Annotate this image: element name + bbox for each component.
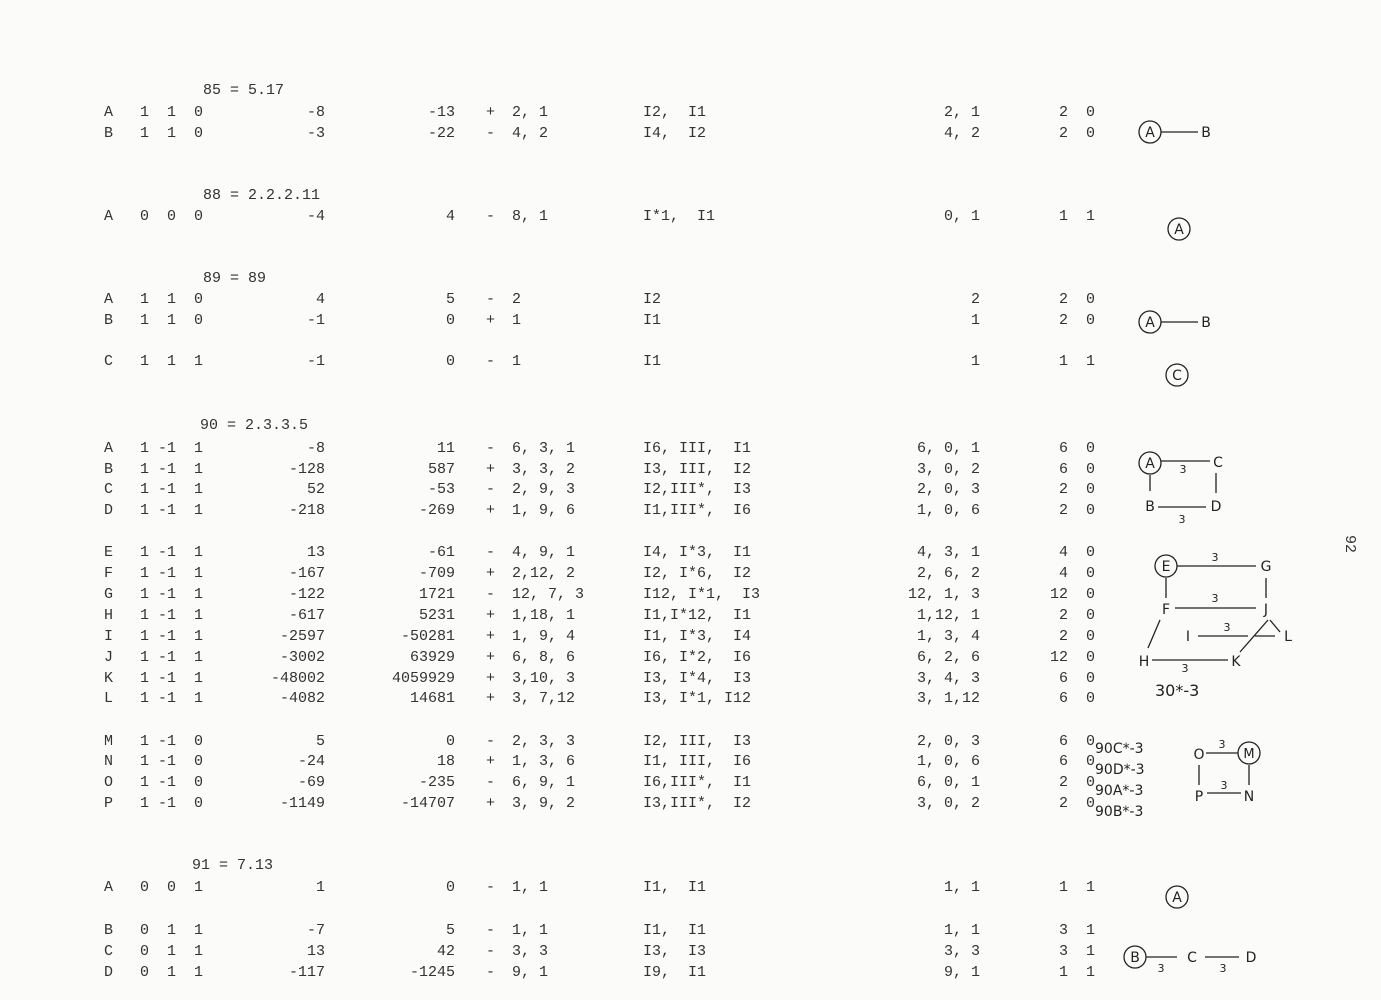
row-numerator: 0 (445, 879, 455, 896)
row-coefficients: 6, 0, 1 (916, 440, 980, 457)
node-label: A (1174, 222, 1184, 238)
row-degree: 1 1 (1058, 208, 1095, 225)
row-label: A (104, 879, 114, 896)
row-operator: - (486, 774, 496, 791)
row-value: -218 (288, 502, 325, 519)
row-coefficients: 3, 3 (943, 943, 980, 960)
row-signs: 1 -1 1 (140, 670, 204, 687)
row-numerator: -1245 (409, 964, 455, 981)
row-label: N (104, 753, 114, 770)
row-coefficients: 4, 2 (943, 125, 980, 142)
row-value: 5 (315, 733, 325, 750)
note-90-m: 90C*-3 (1095, 741, 1144, 757)
node-label: E (1161, 559, 1171, 575)
row-coefficients: 0, 1 (943, 208, 980, 225)
node-label: G (1260, 559, 1272, 575)
row-params: 1, 9, 6 (512, 502, 576, 519)
row-label: B (104, 922, 114, 939)
row-value: -117 (288, 964, 325, 981)
row-value: -2597 (279, 628, 325, 645)
row-index: I1,I*12, I1 (643, 607, 752, 624)
row-label: B (104, 461, 114, 478)
row-operator: + (486, 628, 496, 645)
row-value: 13 (306, 943, 325, 960)
row-operator: - (486, 125, 496, 142)
row-degree: 4 0 (1058, 565, 1095, 582)
node-label: P (1194, 789, 1204, 805)
row-numerator: 63929 (409, 649, 455, 666)
row-params: 12, 7, 3 (512, 586, 585, 603)
node-label: C (1187, 950, 1197, 966)
row-params: 4, 9, 1 (512, 544, 576, 561)
node-label: M (1243, 747, 1255, 762)
row-params: 2 (512, 291, 522, 308)
row-value: -69 (297, 774, 325, 791)
node-label: N (1243, 789, 1255, 805)
row-index: I1, III, I6 (643, 753, 752, 770)
row-degree: 3 1 (1058, 943, 1095, 960)
row-signs: 0 1 1 (140, 922, 204, 939)
row-value: 13 (306, 544, 325, 561)
row-signs: 1 1 0 (140, 312, 204, 329)
row-params: 3, 3 (512, 943, 549, 960)
row-value: -7 (306, 922, 325, 939)
row-operator: - (486, 208, 496, 225)
row-value: -24 (297, 753, 325, 770)
row-coefficients: 1 (970, 312, 980, 329)
row-index: I1, I*3, I4 (643, 628, 752, 645)
row-coefficients: 2, 0, 3 (916, 733, 980, 750)
edge-label: 3 (1219, 962, 1227, 975)
row-operator: + (486, 753, 496, 770)
node-label: B (1201, 315, 1211, 331)
row-degree: 2 0 (1058, 481, 1095, 498)
row-coefficients: 1, 3, 4 (916, 628, 980, 645)
row-coefficients: 1 (970, 353, 980, 370)
node-label: B (1145, 499, 1155, 515)
row-coefficients: 6, 2, 6 (916, 649, 980, 666)
row-value: -617 (288, 607, 325, 624)
row-label: A (104, 291, 114, 308)
row-label: G (104, 586, 114, 603)
row-coefficients: 3, 0, 2 (916, 461, 980, 478)
row-degree: 1 1 (1058, 879, 1095, 896)
node-label: H (1138, 654, 1150, 670)
row-operator: + (486, 502, 496, 519)
row-degree: 4 0 (1058, 544, 1095, 561)
node-label: I (1185, 629, 1191, 645)
row-degree: 12 0 (1049, 586, 1095, 603)
row-value: -167 (288, 565, 325, 582)
row-degree: 2 0 (1058, 312, 1095, 329)
row-signs: 1 1 0 (140, 104, 204, 121)
row-operator: - (486, 964, 496, 981)
graph-caption-30: 30*-3 (1155, 681, 1200, 700)
row-degree: 6 0 (1058, 440, 1095, 457)
row-degree: 6 0 (1058, 690, 1095, 707)
row-coefficients: 12, 1, 3 (907, 586, 980, 603)
row-signs: 1 -1 1 (140, 502, 204, 519)
row-params: 4, 2 (512, 125, 549, 142)
row-numerator: -61 (427, 544, 455, 561)
note-90-n: 90D*-3 (1095, 762, 1145, 778)
row-index: I3, I3 (643, 943, 707, 960)
node-label: B (1201, 125, 1211, 141)
row-label: C (104, 353, 114, 370)
row-numerator: 5 (445, 291, 455, 308)
row-params: 1 (512, 312, 522, 329)
page-number: 92 (1341, 534, 1359, 554)
row-label: E (104, 544, 114, 561)
row-signs: 1 1 1 (140, 353, 204, 370)
row-operator: - (486, 943, 496, 960)
node-label: A (1145, 125, 1155, 141)
row-numerator: -22 (427, 125, 455, 142)
row-coefficients: 3, 0, 2 (916, 795, 980, 812)
row-index: I3, I*1, I12 (643, 690, 752, 707)
node-label: K (1231, 654, 1241, 670)
row-index: I9, I1 (643, 964, 707, 981)
row-index: I1 (643, 353, 662, 370)
row-coefficients: 1, 0, 6 (916, 753, 980, 770)
row-numerator: -13 (427, 104, 455, 121)
row-params: 6, 3, 1 (512, 440, 576, 457)
row-coefficients: 3, 4, 3 (916, 670, 980, 687)
row-operator: - (486, 353, 496, 370)
row-operator: + (486, 649, 496, 666)
edge (1270, 620, 1280, 632)
row-degree: 6 0 (1058, 733, 1095, 750)
node-label: A (1172, 890, 1182, 906)
node-label: J (1263, 602, 1269, 618)
row-coefficients: 1, 1 (943, 879, 980, 896)
row-numerator: -709 (418, 565, 455, 582)
row-params: 2, 3, 3 (512, 733, 576, 750)
row-params: 1, 9, 4 (512, 628, 576, 645)
row-label: A (104, 440, 114, 457)
row-degree: 6 0 (1058, 753, 1095, 770)
graph-90-abcd (1130, 445, 1230, 530)
row-params: 1, 1 (512, 922, 549, 939)
row-signs: 1 -1 0 (140, 774, 204, 791)
graph-88 (1160, 212, 1200, 248)
edge-label: 3 (1179, 463, 1187, 476)
row-params: 9, 1 (512, 964, 549, 981)
graph-85 (1130, 112, 1220, 152)
row-degree: 6 0 (1058, 670, 1095, 687)
row-signs: 1 -1 1 (140, 607, 204, 624)
row-degree: 2 0 (1058, 774, 1095, 791)
row-degree: 2 0 (1058, 607, 1095, 624)
row-operator: + (486, 312, 496, 329)
row-signs: 1 -1 1 (140, 440, 204, 457)
row-label: L (104, 690, 114, 707)
node-label: C (1213, 455, 1223, 471)
row-params: 1, 1 (512, 879, 549, 896)
row-params: 3, 3, 2 (512, 461, 576, 478)
row-value: -122 (288, 586, 325, 603)
row-coefficients: 1, 1 (943, 922, 980, 939)
row-label: C (104, 943, 114, 960)
row-signs: 1 1 0 (140, 125, 204, 142)
graph-89-ab (1130, 302, 1220, 342)
row-operator: + (486, 670, 496, 687)
row-index: I12, I*1, I3 (643, 586, 761, 603)
row-value: -3 (306, 125, 325, 142)
row-label: A (104, 104, 114, 121)
row-operator: - (486, 922, 496, 939)
row-signs: 1 -1 1 (140, 649, 204, 666)
row-label: D (104, 964, 114, 981)
row-signs: 0 0 0 (140, 208, 204, 225)
row-index: I4, I2 (643, 125, 707, 142)
node-label: A (1145, 315, 1155, 331)
row-params: 3, 7,12 (512, 690, 576, 707)
row-coefficients: 2 (970, 291, 980, 308)
row-index: I3,III*, I2 (643, 795, 752, 812)
row-degree: 1 1 (1058, 353, 1095, 370)
row-operator: + (486, 690, 496, 707)
row-numerator: 0 (445, 353, 455, 370)
node-label: B (1130, 950, 1140, 966)
row-numerator: 0 (445, 733, 455, 750)
node-label: D (1245, 950, 1257, 966)
row-numerator: 18 (436, 753, 455, 770)
edge-label: 3 (1178, 513, 1186, 526)
graph-91-a (1158, 880, 1198, 916)
row-value: 52 (306, 481, 325, 498)
edge-label: 3 (1218, 738, 1226, 751)
row-numerator: -269 (418, 502, 455, 519)
row-label: O (104, 774, 114, 791)
graph-90-efgh (1130, 548, 1300, 673)
row-operator: - (486, 733, 496, 750)
block-header: 89 = 89 (203, 270, 267, 287)
row-numerator: 4059929 (391, 670, 455, 687)
edge-label: 3 (1211, 551, 1219, 564)
row-index: I2 (643, 291, 662, 308)
row-index: I2, III, I3 (643, 733, 752, 750)
row-degree: 6 0 (1058, 461, 1095, 478)
row-params: 3,10, 3 (512, 670, 576, 687)
edge (1148, 620, 1160, 648)
row-degree: 2 0 (1058, 502, 1095, 519)
row-index: I2,III*, I3 (643, 481, 752, 498)
row-label: D (104, 502, 114, 519)
row-degree: 3 1 (1058, 922, 1095, 939)
row-index: I3, I*4, I3 (643, 670, 752, 687)
row-coefficients: 3, 1,12 (916, 690, 980, 707)
row-params: 2, 1 (512, 104, 549, 121)
row-params: 2, 9, 3 (512, 481, 576, 498)
row-degree: 2 0 (1058, 125, 1095, 142)
row-params: 1,18, 1 (512, 607, 576, 624)
row-coefficients: 1, 0, 6 (916, 502, 980, 519)
row-value: -1 (306, 353, 325, 370)
row-operator: + (486, 104, 496, 121)
row-label: A (104, 208, 114, 225)
row-signs: 0 1 1 (140, 964, 204, 981)
note-90-o: 90A*-3 (1095, 783, 1144, 799)
row-degree: 12 0 (1049, 649, 1095, 666)
row-degree: 2 0 (1058, 628, 1095, 645)
row-operator: + (486, 565, 496, 582)
block-header: 85 = 5.17 (203, 82, 285, 99)
row-degree: 2 0 (1058, 291, 1095, 308)
row-label: J (104, 649, 114, 666)
row-numerator: -50281 (400, 628, 455, 645)
row-value: -3002 (279, 649, 325, 666)
row-signs: 1 -1 0 (140, 733, 204, 750)
row-signs: 1 -1 0 (140, 795, 204, 812)
row-coefficients: 4, 3, 1 (916, 544, 980, 561)
edge-label: 3 (1181, 662, 1189, 675)
row-coefficients: 2, 1 (943, 104, 980, 121)
row-index: I1 (643, 312, 662, 329)
row-operator: - (486, 879, 496, 896)
row-params: 6, 8, 6 (512, 649, 576, 666)
row-params: 1, 3, 6 (512, 753, 576, 770)
row-label: M (104, 733, 114, 750)
row-numerator: -53 (427, 481, 455, 498)
row-signs: 1 -1 1 (140, 628, 204, 645)
row-coefficients: 2, 0, 3 (916, 481, 980, 498)
node-label: L (1284, 629, 1292, 645)
row-params: 6, 9, 1 (512, 774, 576, 791)
row-signs: 1 1 0 (140, 291, 204, 308)
row-operator: + (486, 461, 496, 478)
row-degree: 2 0 (1058, 104, 1095, 121)
row-label: F (104, 565, 114, 582)
node-label: C (1172, 368, 1182, 384)
node-label: D (1210, 499, 1222, 515)
row-index: I3, III, I2 (643, 461, 752, 478)
row-numerator: 4 (445, 208, 455, 225)
row-value: 1 (315, 879, 325, 896)
row-params: 1 (512, 353, 522, 370)
row-value: -128 (288, 461, 325, 478)
row-params: 8, 1 (512, 208, 549, 225)
note-90-p: 90B*-3 (1095, 804, 1144, 820)
row-degree: 2 0 (1058, 795, 1095, 812)
row-operator: + (486, 795, 496, 812)
row-numerator: 5 (445, 922, 455, 939)
row-value: -1149 (279, 795, 325, 812)
row-numerator: 11 (436, 440, 455, 457)
row-operator: - (486, 586, 496, 603)
row-signs: 1 -1 1 (140, 481, 204, 498)
row-operator: - (486, 291, 496, 308)
block-header: 91 = 7.13 (192, 857, 274, 874)
row-operator: - (486, 544, 496, 561)
block-header: 90 = 2.3.3.5 (200, 417, 309, 434)
row-operator: - (486, 440, 496, 457)
row-signs: 1 -1 1 (140, 565, 204, 582)
row-value: -4 (306, 208, 325, 225)
row-index: I1, I1 (643, 922, 707, 939)
edge-label: 3 (1220, 779, 1228, 792)
row-numerator: 5231 (418, 607, 455, 624)
row-value: -48002 (270, 670, 325, 687)
row-params: 2,12, 2 (512, 565, 576, 582)
row-index: I4, I*3, I1 (643, 544, 752, 561)
row-signs: 0 1 1 (140, 943, 204, 960)
row-coefficients: 1,12, 1 (916, 607, 980, 624)
row-label: I (104, 628, 114, 645)
row-numerator: 1721 (418, 586, 455, 603)
edge-label: 3 (1223, 621, 1231, 634)
row-index: I2, I1 (643, 104, 707, 121)
row-operator: + (486, 607, 496, 624)
row-numerator: 42 (436, 943, 455, 960)
row-coefficients: 2, 6, 2 (916, 565, 980, 582)
row-coefficients: 9, 1 (943, 964, 980, 981)
row-degree: 1 1 (1058, 964, 1095, 981)
row-value: -4082 (279, 690, 325, 707)
row-signs: 1 -1 1 (140, 461, 204, 478)
node-label: O (1193, 747, 1205, 763)
row-numerator: -235 (418, 774, 455, 791)
row-index: I1, I1 (643, 879, 707, 896)
row-numerator: 14681 (409, 690, 455, 707)
row-numerator: 0 (445, 312, 455, 329)
row-index: I*1, I1 (643, 208, 716, 225)
edge-label: 3 (1211, 592, 1219, 605)
row-index: I6,III*, I1 (643, 774, 752, 791)
row-label: B (104, 125, 114, 142)
row-value: -8 (306, 440, 325, 457)
edge-label: 3 (1157, 962, 1165, 975)
row-index: I1,III*, I6 (643, 502, 752, 519)
row-signs: 1 -1 1 (140, 544, 204, 561)
row-signs: 1 -1 1 (140, 690, 204, 707)
row-index: I2, I*6, I2 (643, 565, 752, 582)
row-params: 3, 9, 2 (512, 795, 576, 812)
row-numerator: 587 (427, 461, 455, 478)
row-value: -1 (306, 312, 325, 329)
block-header: 88 = 2.2.2.11 (203, 187, 321, 204)
row-signs: 1 -1 1 (140, 586, 204, 603)
row-label: P (104, 795, 114, 812)
graph-90-mnop (1185, 735, 1265, 807)
node-label: A (1145, 456, 1155, 472)
row-label: H (104, 607, 114, 624)
row-label: C (104, 481, 114, 498)
graph-91-bcd (1115, 938, 1265, 978)
row-coefficients: 6, 0, 1 (916, 774, 980, 791)
row-value: -8 (306, 104, 325, 121)
row-index: I6, I*2, I6 (643, 649, 752, 666)
row-signs: 0 0 1 (140, 879, 204, 896)
row-value: 4 (315, 291, 325, 308)
row-label: B (104, 312, 114, 329)
row-signs: 1 -1 0 (140, 753, 204, 770)
row-index: I6, III, I1 (643, 440, 752, 457)
row-numerator: -14707 (400, 795, 455, 812)
graph-89-c (1158, 358, 1198, 394)
row-operator: - (486, 481, 496, 498)
node-label: F (1161, 602, 1171, 618)
row-label: K (104, 670, 114, 687)
